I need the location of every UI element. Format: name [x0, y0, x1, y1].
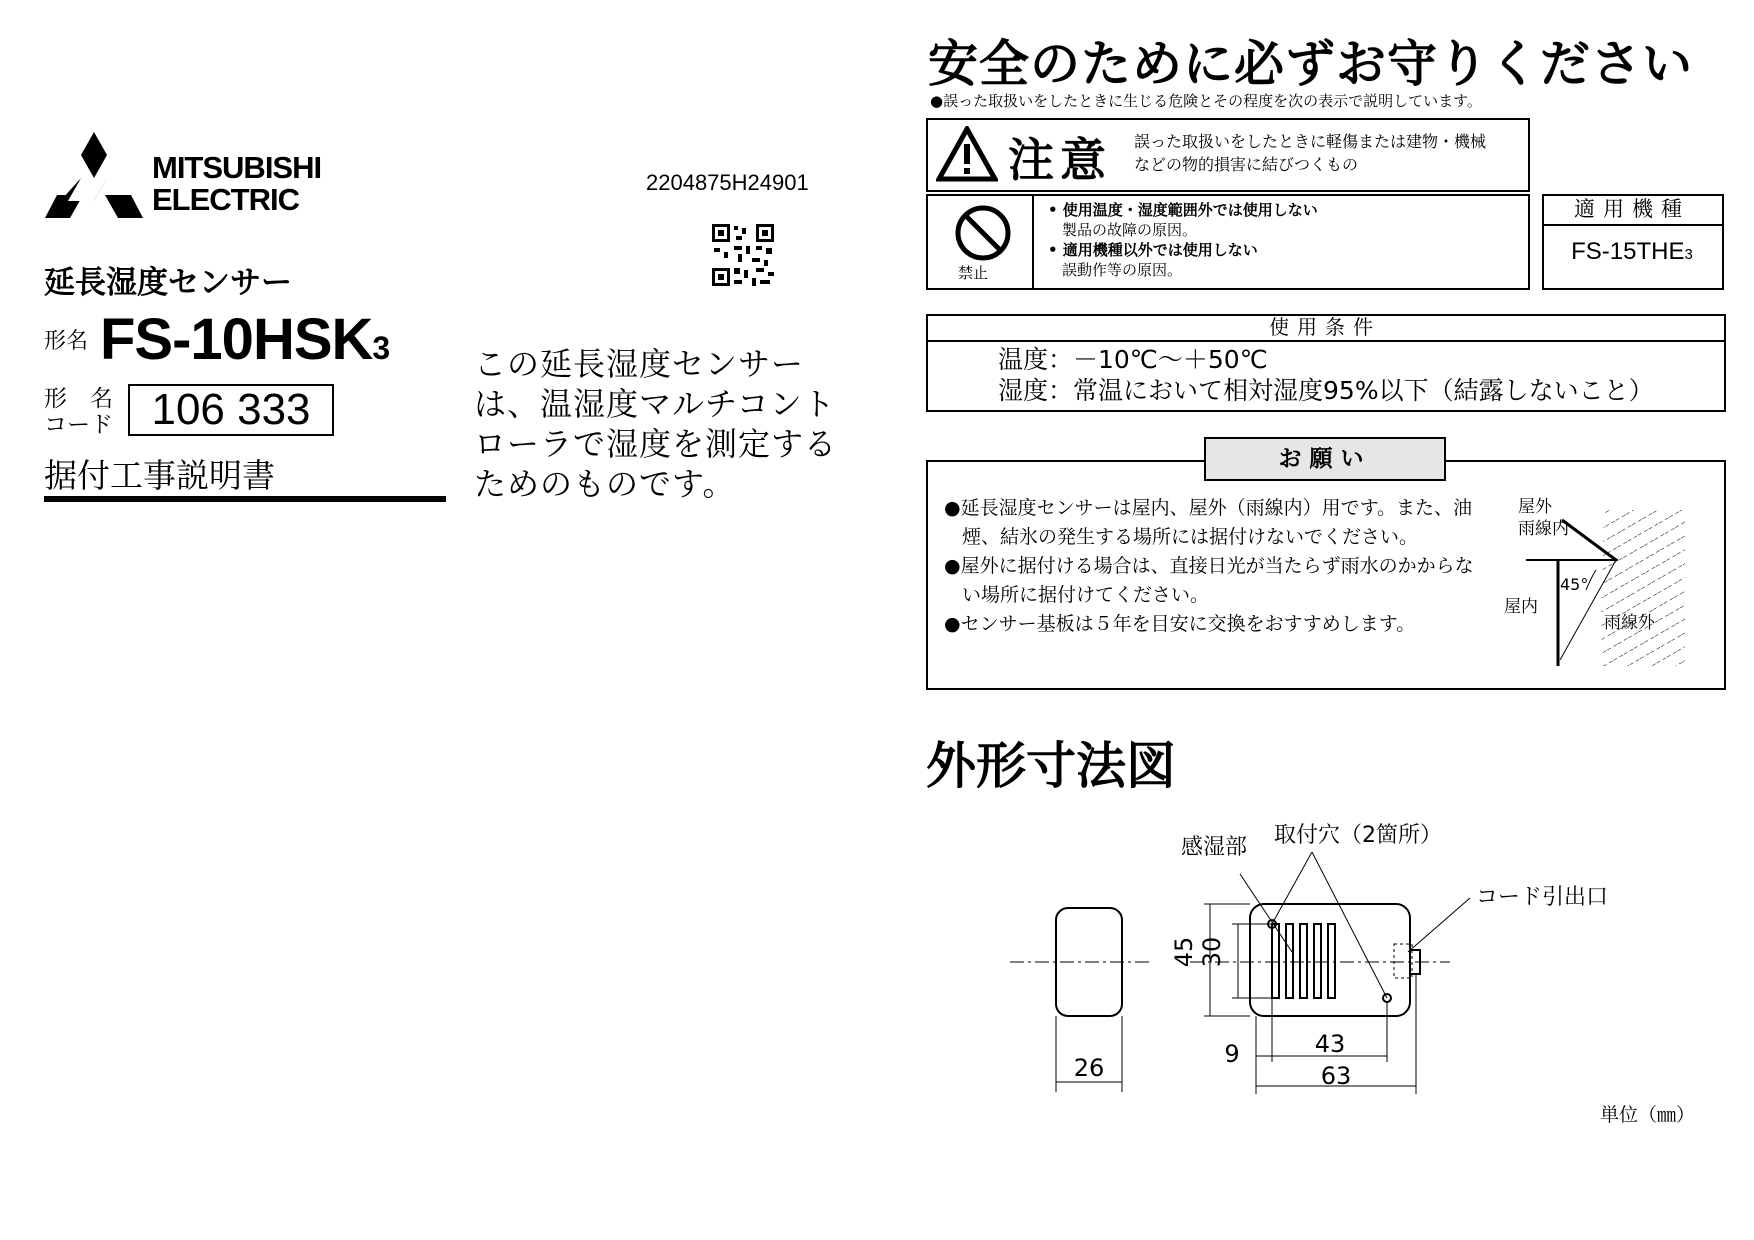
prohibit-label: 禁止	[958, 264, 989, 282]
intro-text: この延長湿度センサーは、温湿度マルチコントローラで湿度を測定するためのものです。	[474, 345, 838, 503]
list-item: ●延長湿度センサーは屋内、屋外（雨線内）用です。また、油煙、結氷の発生する場所には据付けないでください。	[944, 497, 1473, 548]
prohibit-divider	[1032, 194, 1034, 288]
conditions-body: 温度：－10℃～＋50℃ 湿度：常温において相対湿度95%以下（結露しないこと）	[998, 345, 1654, 405]
outdoor-label: 屋外	[1518, 497, 1552, 517]
list-item: ●センサー基板は５年を目安に交換をおすすめします。	[944, 613, 1416, 635]
dimension-drawing	[1010, 812, 1630, 1112]
angle-label: 45°	[1560, 575, 1589, 594]
rain-in-label: 雨線内	[1518, 519, 1569, 539]
mounting-holes-label: 取付穴（2箇所）	[1274, 823, 1442, 848]
caution-text: 誤った取扱いをしたときに軽傷または建物・機械 などの物的損害に結びつくもの	[1134, 132, 1487, 174]
request-heading: お願い	[1204, 437, 1446, 481]
applicable-model: FS-15THE3	[1571, 238, 1693, 265]
prohibited-icon	[954, 204, 1012, 262]
indoor-label: 屋内	[1504, 597, 1538, 617]
dim-26: 26	[1073, 1054, 1105, 1082]
list-item: ●屋外に据付ける場合は、直接日光が当たらず雨水のかからない場所に据付けてください。	[944, 555, 1474, 606]
installation-angle-diagram	[1500, 490, 1710, 670]
prohibit-list: • 使用温度・湿度範囲外では使用しない 製品の故障の原因。 • 適用機種以外では使用しない 誤動作等の原因。	[1048, 201, 1318, 279]
sensor-part-label: 感湿部	[1180, 835, 1248, 860]
model-number: FS-10HSK3	[100, 307, 390, 372]
safety-note: ●誤った取扱いをしたときに生じる危険とその程度を次の表示で説明しています。	[930, 92, 1482, 110]
code-label: 形 名 コード	[44, 386, 113, 438]
caution-word: 注意	[1008, 133, 1112, 187]
applicable-heading: 適用機種	[1542, 194, 1722, 226]
title-rule	[44, 496, 446, 502]
warning-triangle-icon	[936, 126, 998, 182]
product-code: 106 333	[128, 384, 334, 436]
product-name: 延長湿度センサー	[44, 265, 292, 301]
dim-43: 43	[1314, 1030, 1346, 1058]
dim-9: 9	[1224, 1040, 1240, 1068]
dim-45: 45	[1170, 936, 1198, 968]
qr-code-icon	[712, 224, 774, 286]
model-label: 形名	[44, 329, 89, 354]
conditions-heading: 使用条件	[926, 314, 1724, 342]
request-list	[944, 494, 1474, 639]
document-number: 2204875H24901	[646, 170, 809, 195]
safety-heading: 安全のために必ずお守りください	[928, 35, 1693, 93]
manual-title: 据付工事説明書	[44, 456, 275, 495]
dimension-heading: 外形寸法図	[926, 737, 1176, 795]
brand-name: MITSUBISHI ELECTRIC	[152, 150, 322, 217]
unit-label: 単位（㎜）	[1600, 1104, 1696, 1126]
dim-63: 63	[1320, 1062, 1352, 1090]
dim-30: 30	[1198, 936, 1226, 968]
cord-outlet-label: コード引出口	[1476, 885, 1609, 910]
mitsubishi-logo-icon	[45, 132, 143, 218]
rain-out-label: 雨線外	[1604, 613, 1655, 633]
